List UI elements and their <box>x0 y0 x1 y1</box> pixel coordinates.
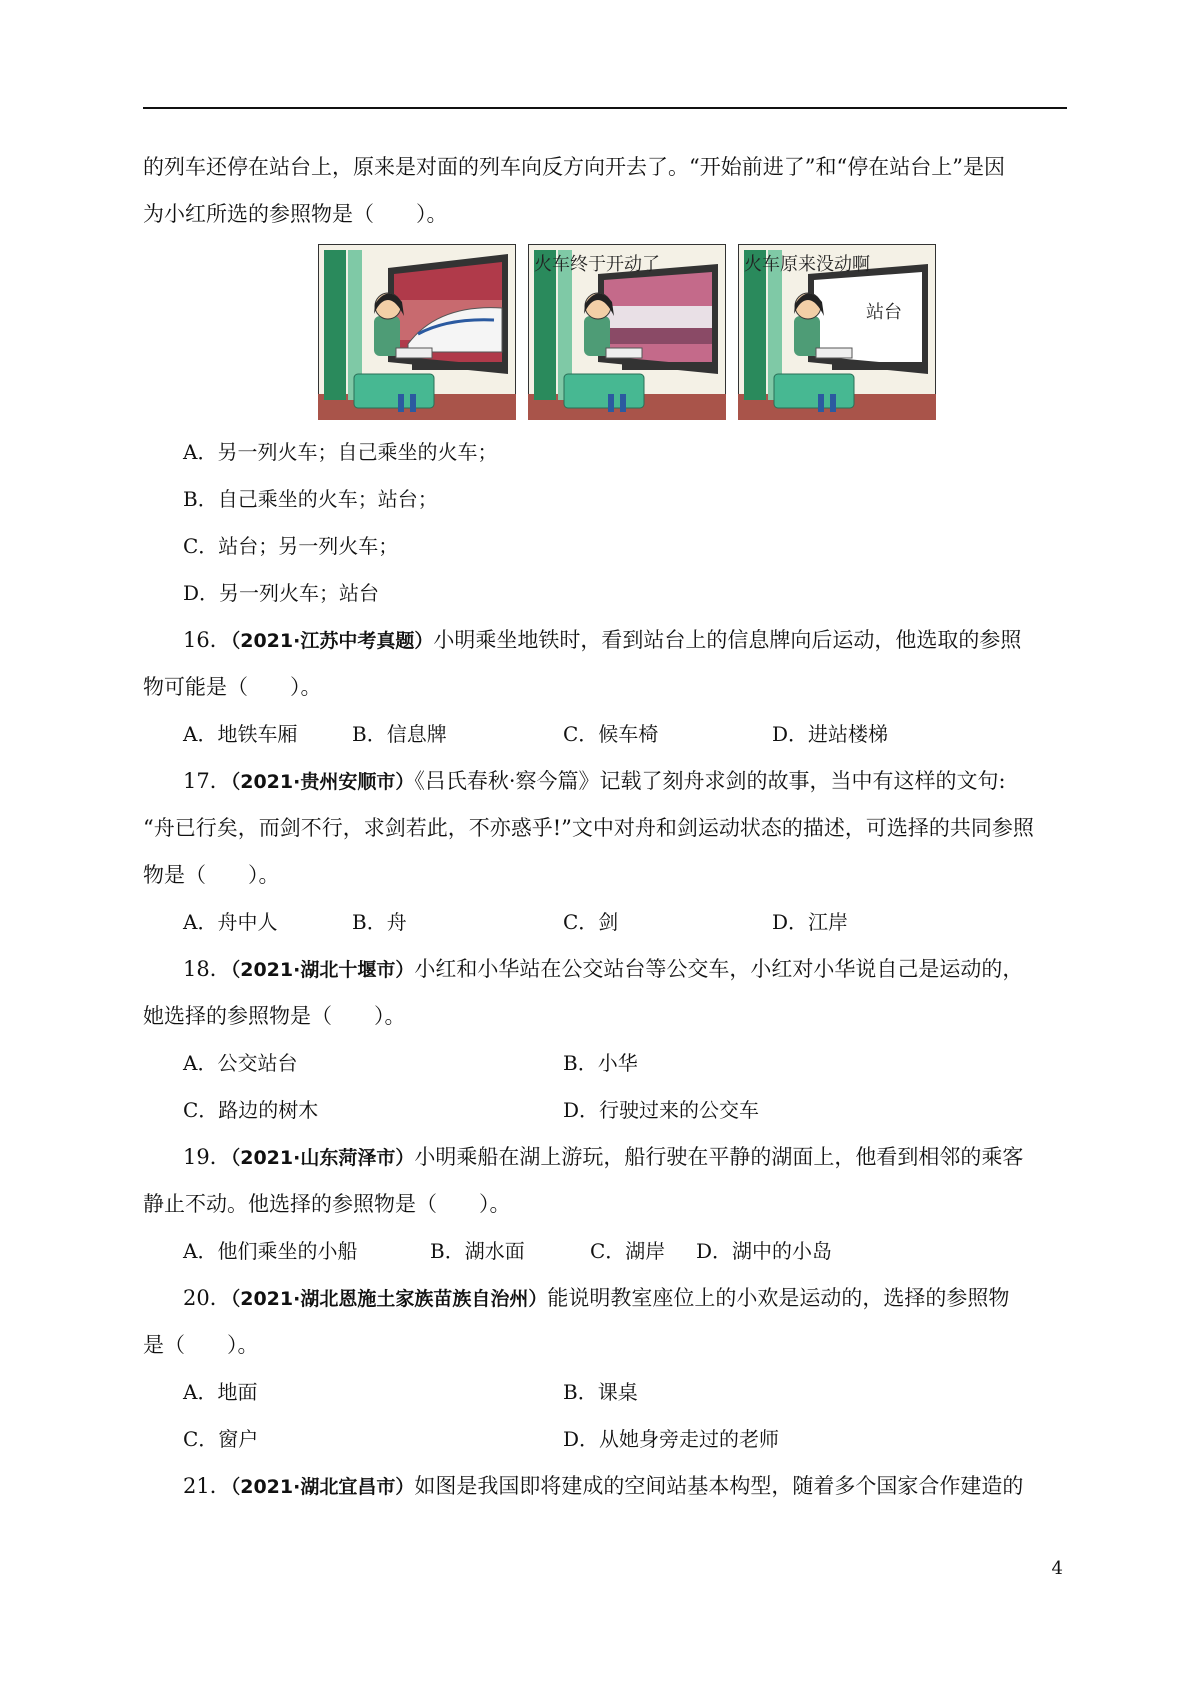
q17-option-d: D．江岸 <box>772 910 849 934</box>
q17-stem-line-2: “舟已行矣，而剑不行，求剑若此，不亦惑乎!”文中对舟和剑运动状态的描述，可选择的共同参照 <box>143 816 1034 840</box>
q16-stem-line-1 <box>183 625 1021 656</box>
q17-option-c: C．剑 <box>563 910 619 934</box>
q17-number: 17． <box>183 769 231 793</box>
q17-source: （2021·贵州安顺市） <box>230 771 415 793</box>
q16-option-b: B．信息牌 <box>352 722 447 746</box>
q21-stem-line-1 <box>183 1471 1023 1502</box>
q16-stem-line-2: 物可能是（ ）。 <box>143 675 322 699</box>
page-number: 4 <box>1051 1558 1063 1579</box>
q20-option-d: D．从她身旁走过的老师 <box>563 1427 780 1451</box>
q20-option-c: C．窗户 <box>183 1427 259 1451</box>
q16-text-1: 小明乘坐地铁时，看到站台上的信息牌向后运动，他选取的参照 <box>433 628 1022 652</box>
q19-option-a: A．他们乘坐的小船 <box>183 1239 358 1263</box>
q18-text-1: 小红和小华站在公交站台等公交车，小红对小华说自己是运动的， <box>414 957 1024 981</box>
intro-line-1: 的列车还停在站台上，原来是对面的列车向反方向开去了。“开始前进了”和“停在站台上”是因 <box>143 155 1005 179</box>
q19-option-c: C．湖岸 <box>590 1239 666 1263</box>
header-rule <box>143 107 1067 109</box>
q18-option-b: B．小华 <box>563 1051 638 1075</box>
q18-source: （2021·湖北十堰市） <box>230 959 415 981</box>
q15-option-a: A．另一列火车；自己乘坐的火车； <box>183 440 498 464</box>
train-illustration <box>318 244 936 420</box>
panel-3-platform-sign: 站台 <box>866 302 902 323</box>
q18-option-c: C．路边的树木 <box>183 1098 319 1122</box>
q17-stem-line-1 <box>183 766 1006 797</box>
q20-source: （2021·湖北恩施土家族苗族自治州） <box>230 1288 548 1310</box>
q19-source: （2021·山东菏泽市） <box>230 1147 415 1169</box>
q17-stem-line-3: 物是（ ）。 <box>143 863 280 887</box>
q16-option-a: A．地铁车厢 <box>183 722 298 746</box>
q20-stem-line-1 <box>183 1283 1009 1314</box>
q20-stem-line-2: 是（ ）。 <box>143 1333 259 1357</box>
q15-option-b: B．自己乘坐的火车；站台； <box>183 487 438 511</box>
q15-option-d: D．另一列火车；站台 <box>183 581 380 605</box>
q17-text-1: 《吕氏春秋·察今篇》记载了刻舟求剑的故事，当中有这样的文句: <box>414 769 1006 793</box>
panel-1-train-passing <box>318 244 516 420</box>
q20-text-1: 能说明教室座位上的小欢是运动的，选择的参照物 <box>547 1286 1010 1310</box>
panel-3-caption: 火车原来没动啊 <box>744 254 870 275</box>
q19-option-b: B．湖水面 <box>430 1239 525 1263</box>
q16-number: 16． <box>183 628 231 652</box>
q19-stem-line-2: 静止不动。他选择的参照物是（ ）。 <box>143 1192 511 1216</box>
q19-stem-line-1 <box>183 1142 1023 1173</box>
q18-option-a: A．公交站台 <box>183 1051 298 1075</box>
q16-source: （2021·江苏中考真题） <box>230 630 434 652</box>
q21-number: 21． <box>183 1474 231 1498</box>
panel-2-caption: 火车终于开动了 <box>534 254 660 275</box>
q16-option-c: C．候车椅 <box>563 722 659 746</box>
q18-number: 18． <box>183 957 231 981</box>
q18-option-d: D．行驶过来的公交车 <box>563 1098 760 1122</box>
q20-option-a: A．地面 <box>183 1380 258 1404</box>
q18-stem-line-2: 她选择的参照物是（ ）。 <box>143 1004 406 1028</box>
q21-source: （2021·湖北宜昌市） <box>230 1476 415 1498</box>
q20-number: 20． <box>183 1286 231 1310</box>
q15-option-c: C．站台；另一列火车； <box>183 534 399 558</box>
q21-text-1: 如图是我国即将建成的空间站基本构型，随着多个国家合作建造的 <box>414 1474 1024 1498</box>
q18-stem-line-1 <box>183 954 1023 985</box>
q17-option-b: B．舟 <box>352 910 407 934</box>
q17-option-a: A．舟中人 <box>183 910 278 934</box>
q19-option-d: D．湖中的小岛 <box>696 1239 833 1263</box>
q19-number: 19． <box>183 1145 231 1169</box>
intro-line-2: 为小红所选的参照物是（ ）。 <box>143 202 448 226</box>
q20-option-b: B．课桌 <box>563 1380 638 1404</box>
q16-option-d: D．进站楼梯 <box>772 722 889 746</box>
q19-text-1: 小明乘船在湖上游玩，船行驶在平静的湖面上，他看到相邻的乘客 <box>414 1145 1024 1169</box>
